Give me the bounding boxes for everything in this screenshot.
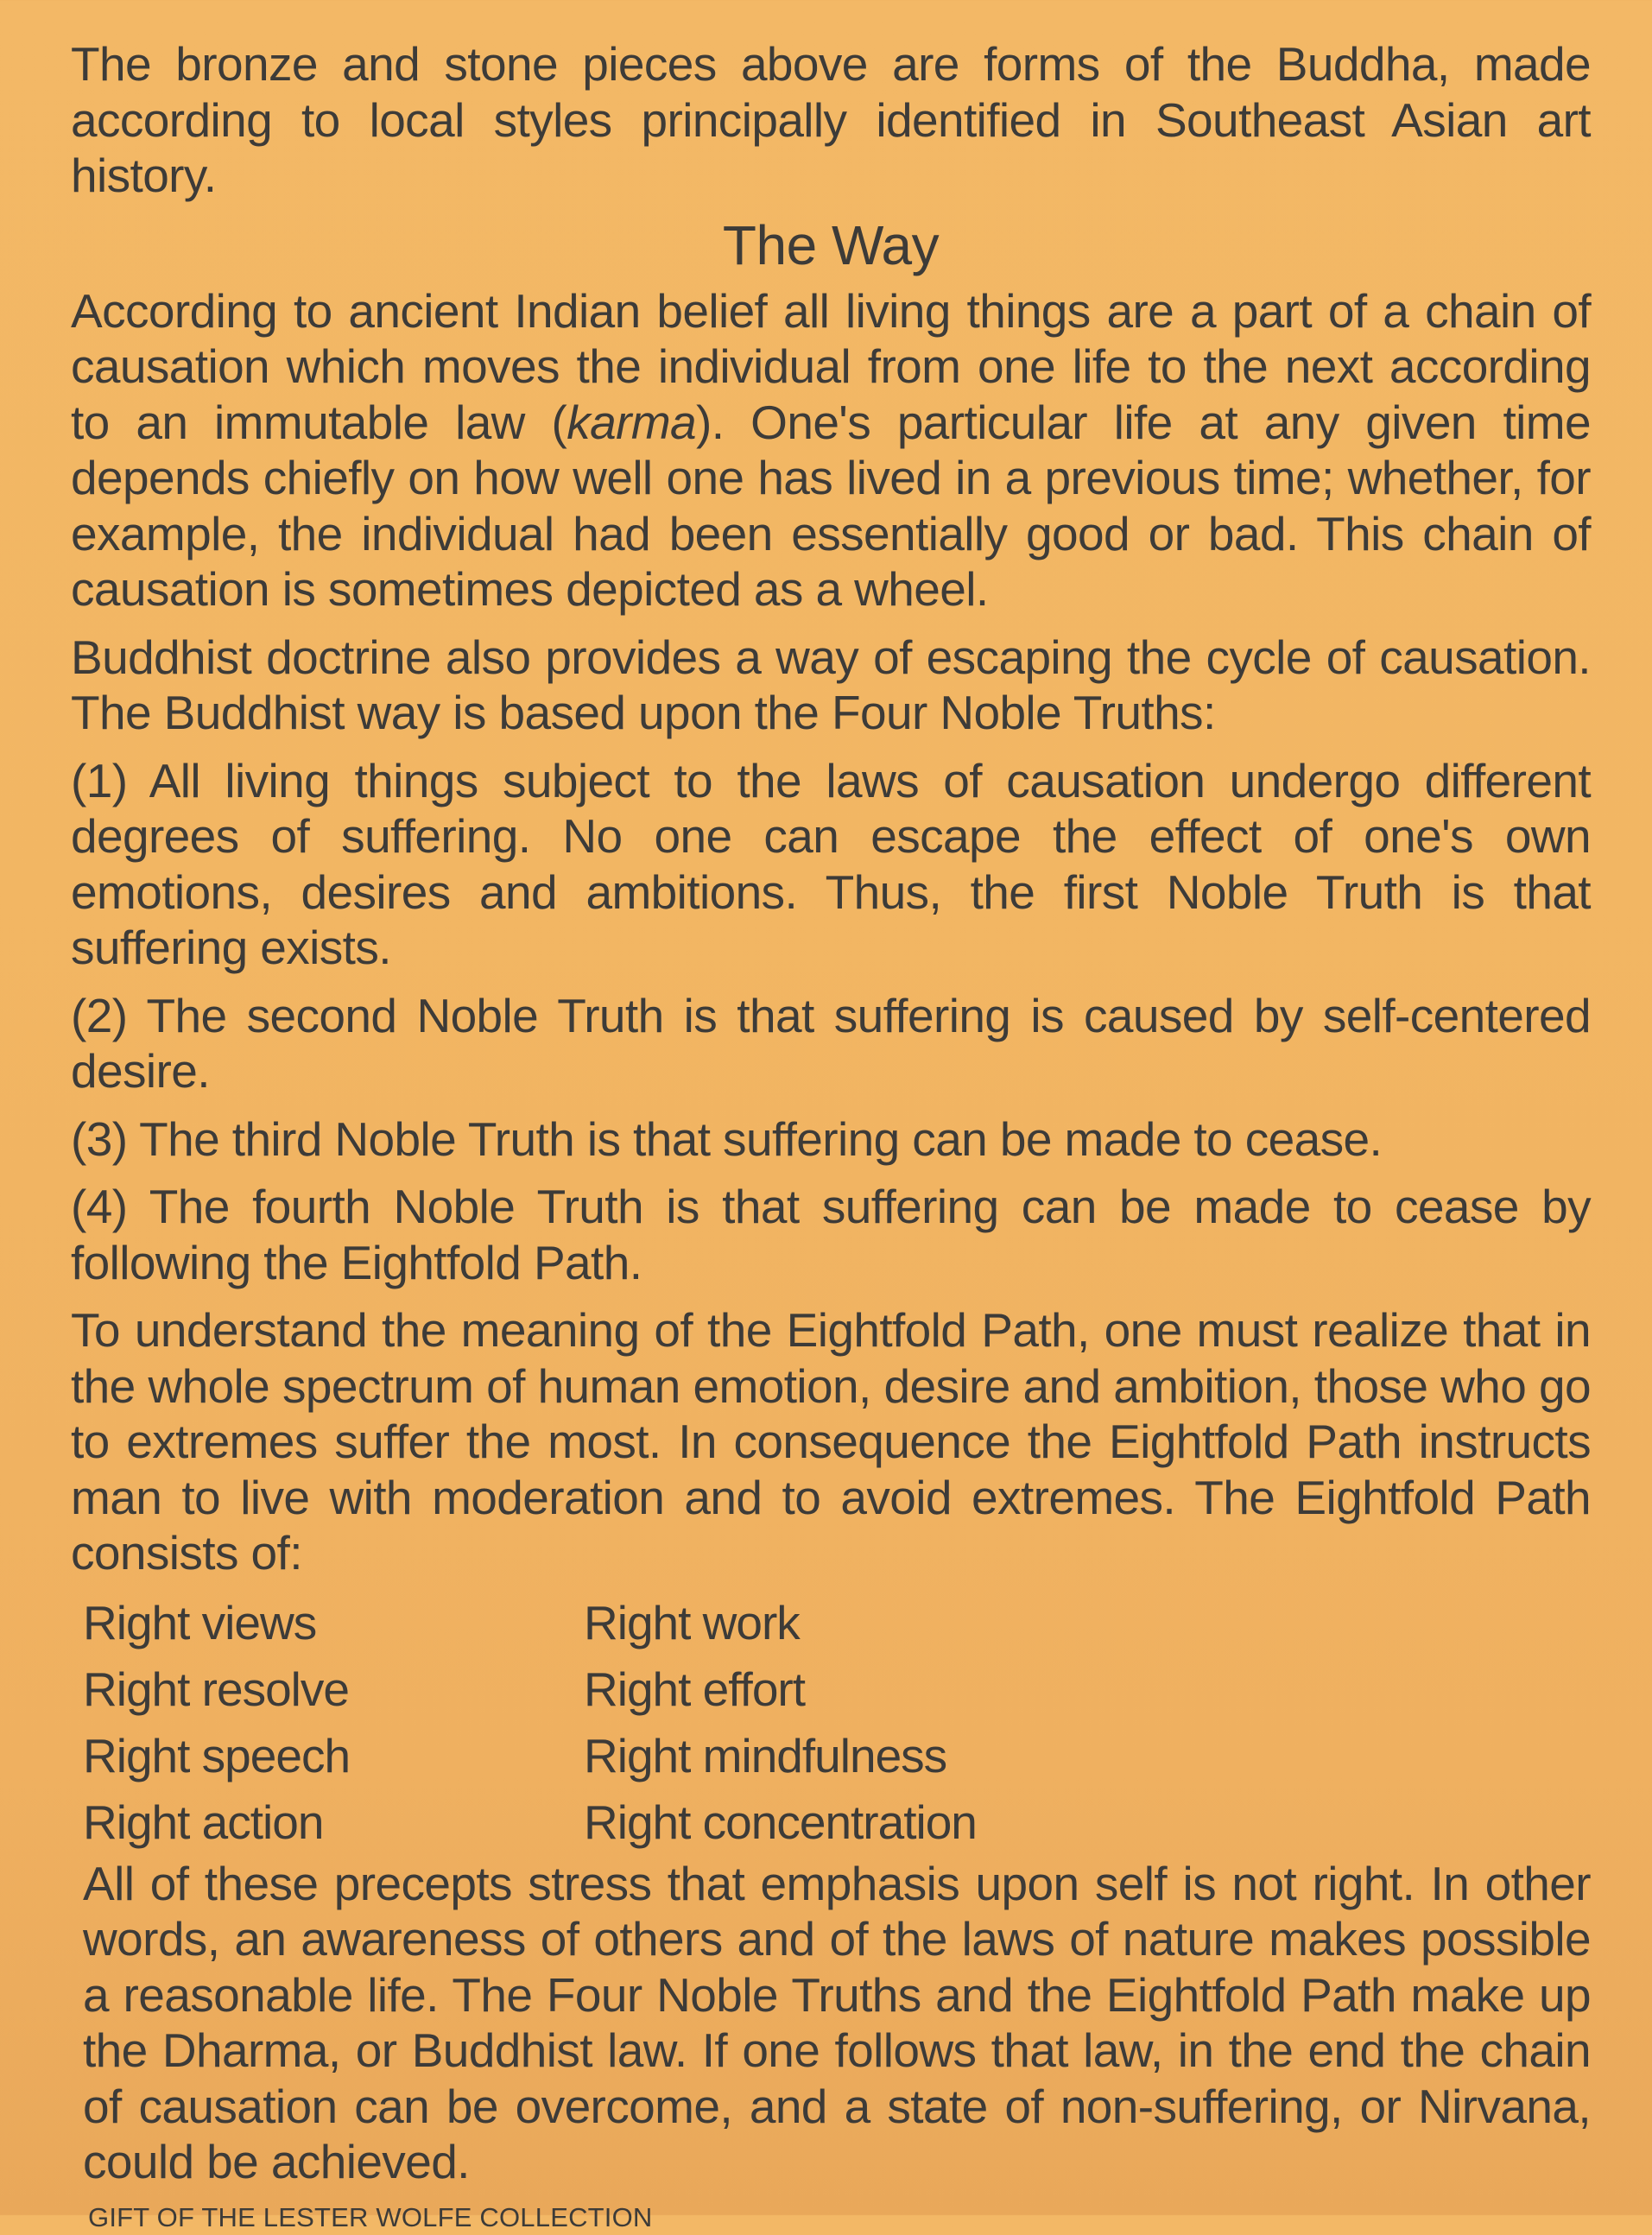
path-item: Right resolve bbox=[83, 1662, 349, 1716]
noble-truth-2: (2) The second Noble Truth is that suffering is caused by self-centered desire. bbox=[71, 988, 1591, 1098]
karma-term: karma bbox=[566, 395, 697, 449]
eightfold-path-paragraph: To understand the meaning of the Eightfold Path, one must realize that in the whole spectrum of human emotion, desire and ambition, those who go to extremes suffer the most. In consequence the Eightfold Path instructs man to live with moderation and to avoid extremes. The Eightfold Path consists of: bbox=[71, 1303, 1591, 1580]
credit-line: GIFT OF THE LESTER WOLFE COLLECTION bbox=[88, 2201, 653, 2232]
doctrine-paragraph: Buddhist doctrine also provides a way of escaping the cycle of causation. The Buddhist way is based upon the Four Noble Truths: bbox=[71, 630, 1591, 739]
noble-truth-4: (4) The fourth Noble Truth is that suffering can be made to cease by following the Eightfold Path. bbox=[71, 1180, 1591, 1289]
eightfold-path-list bbox=[83, 1590, 1591, 1856]
karma-text-before: According to ancient Indian belief all living things are a part of a chain of causation which moves the individual from one life to the next according to an immutable law ( bbox=[71, 283, 1591, 449]
path-item: Right speech bbox=[83, 1728, 351, 1782]
path-item: Right work bbox=[584, 1595, 800, 1649]
path-item: Right effort bbox=[584, 1662, 806, 1716]
noble-truth-1: (1) All living things subject to the laws of causation undergo different degrees of suffering. No one can escape the effect of one's own emotions, desires and ambitions. Thus, the first Noble Truth is that suffering exists. bbox=[71, 753, 1591, 974]
section-title: The Way bbox=[722, 213, 940, 276]
karma-paragraph bbox=[71, 283, 1591, 617]
path-item: Right action bbox=[83, 1795, 324, 1849]
conclusion-paragraph: All of these precepts stress that emphasis upon self is not right. In other words, an awareness of others and of the laws of nature makes possible a reasonable life. The Four Noble Truths and the Eightfold Path make up the Dharma, or Buddhist law. If one follows that law, in the end the chain of causation can be overcome, and a state of non-suffering, or Nirvana, could be achieved. bbox=[83, 1856, 1591, 2188]
path-item: Right views bbox=[83, 1595, 317, 1649]
karma-text-after: ). One's particular life at any given time depends chiefly on how well one has lived in a previous time; whether, for example, the individual had been essentially good or bad. This chain of causation is sometimes depicted as a wheel. bbox=[71, 395, 1592, 616]
intro-paragraph: The bronze and stone pieces above are forms of the Buddha, made according to local styles principally identified in Southeast Asian art history. bbox=[71, 37, 1591, 202]
path-item: Right concentration bbox=[584, 1795, 977, 1849]
noble-truth-3: (3) The third Noble Truth is that suffering can be made to cease. bbox=[71, 1111, 1383, 1166]
path-item: Right mindfulness bbox=[584, 1728, 947, 1782]
museum-label-panel bbox=[71, 36, 1591, 2235]
